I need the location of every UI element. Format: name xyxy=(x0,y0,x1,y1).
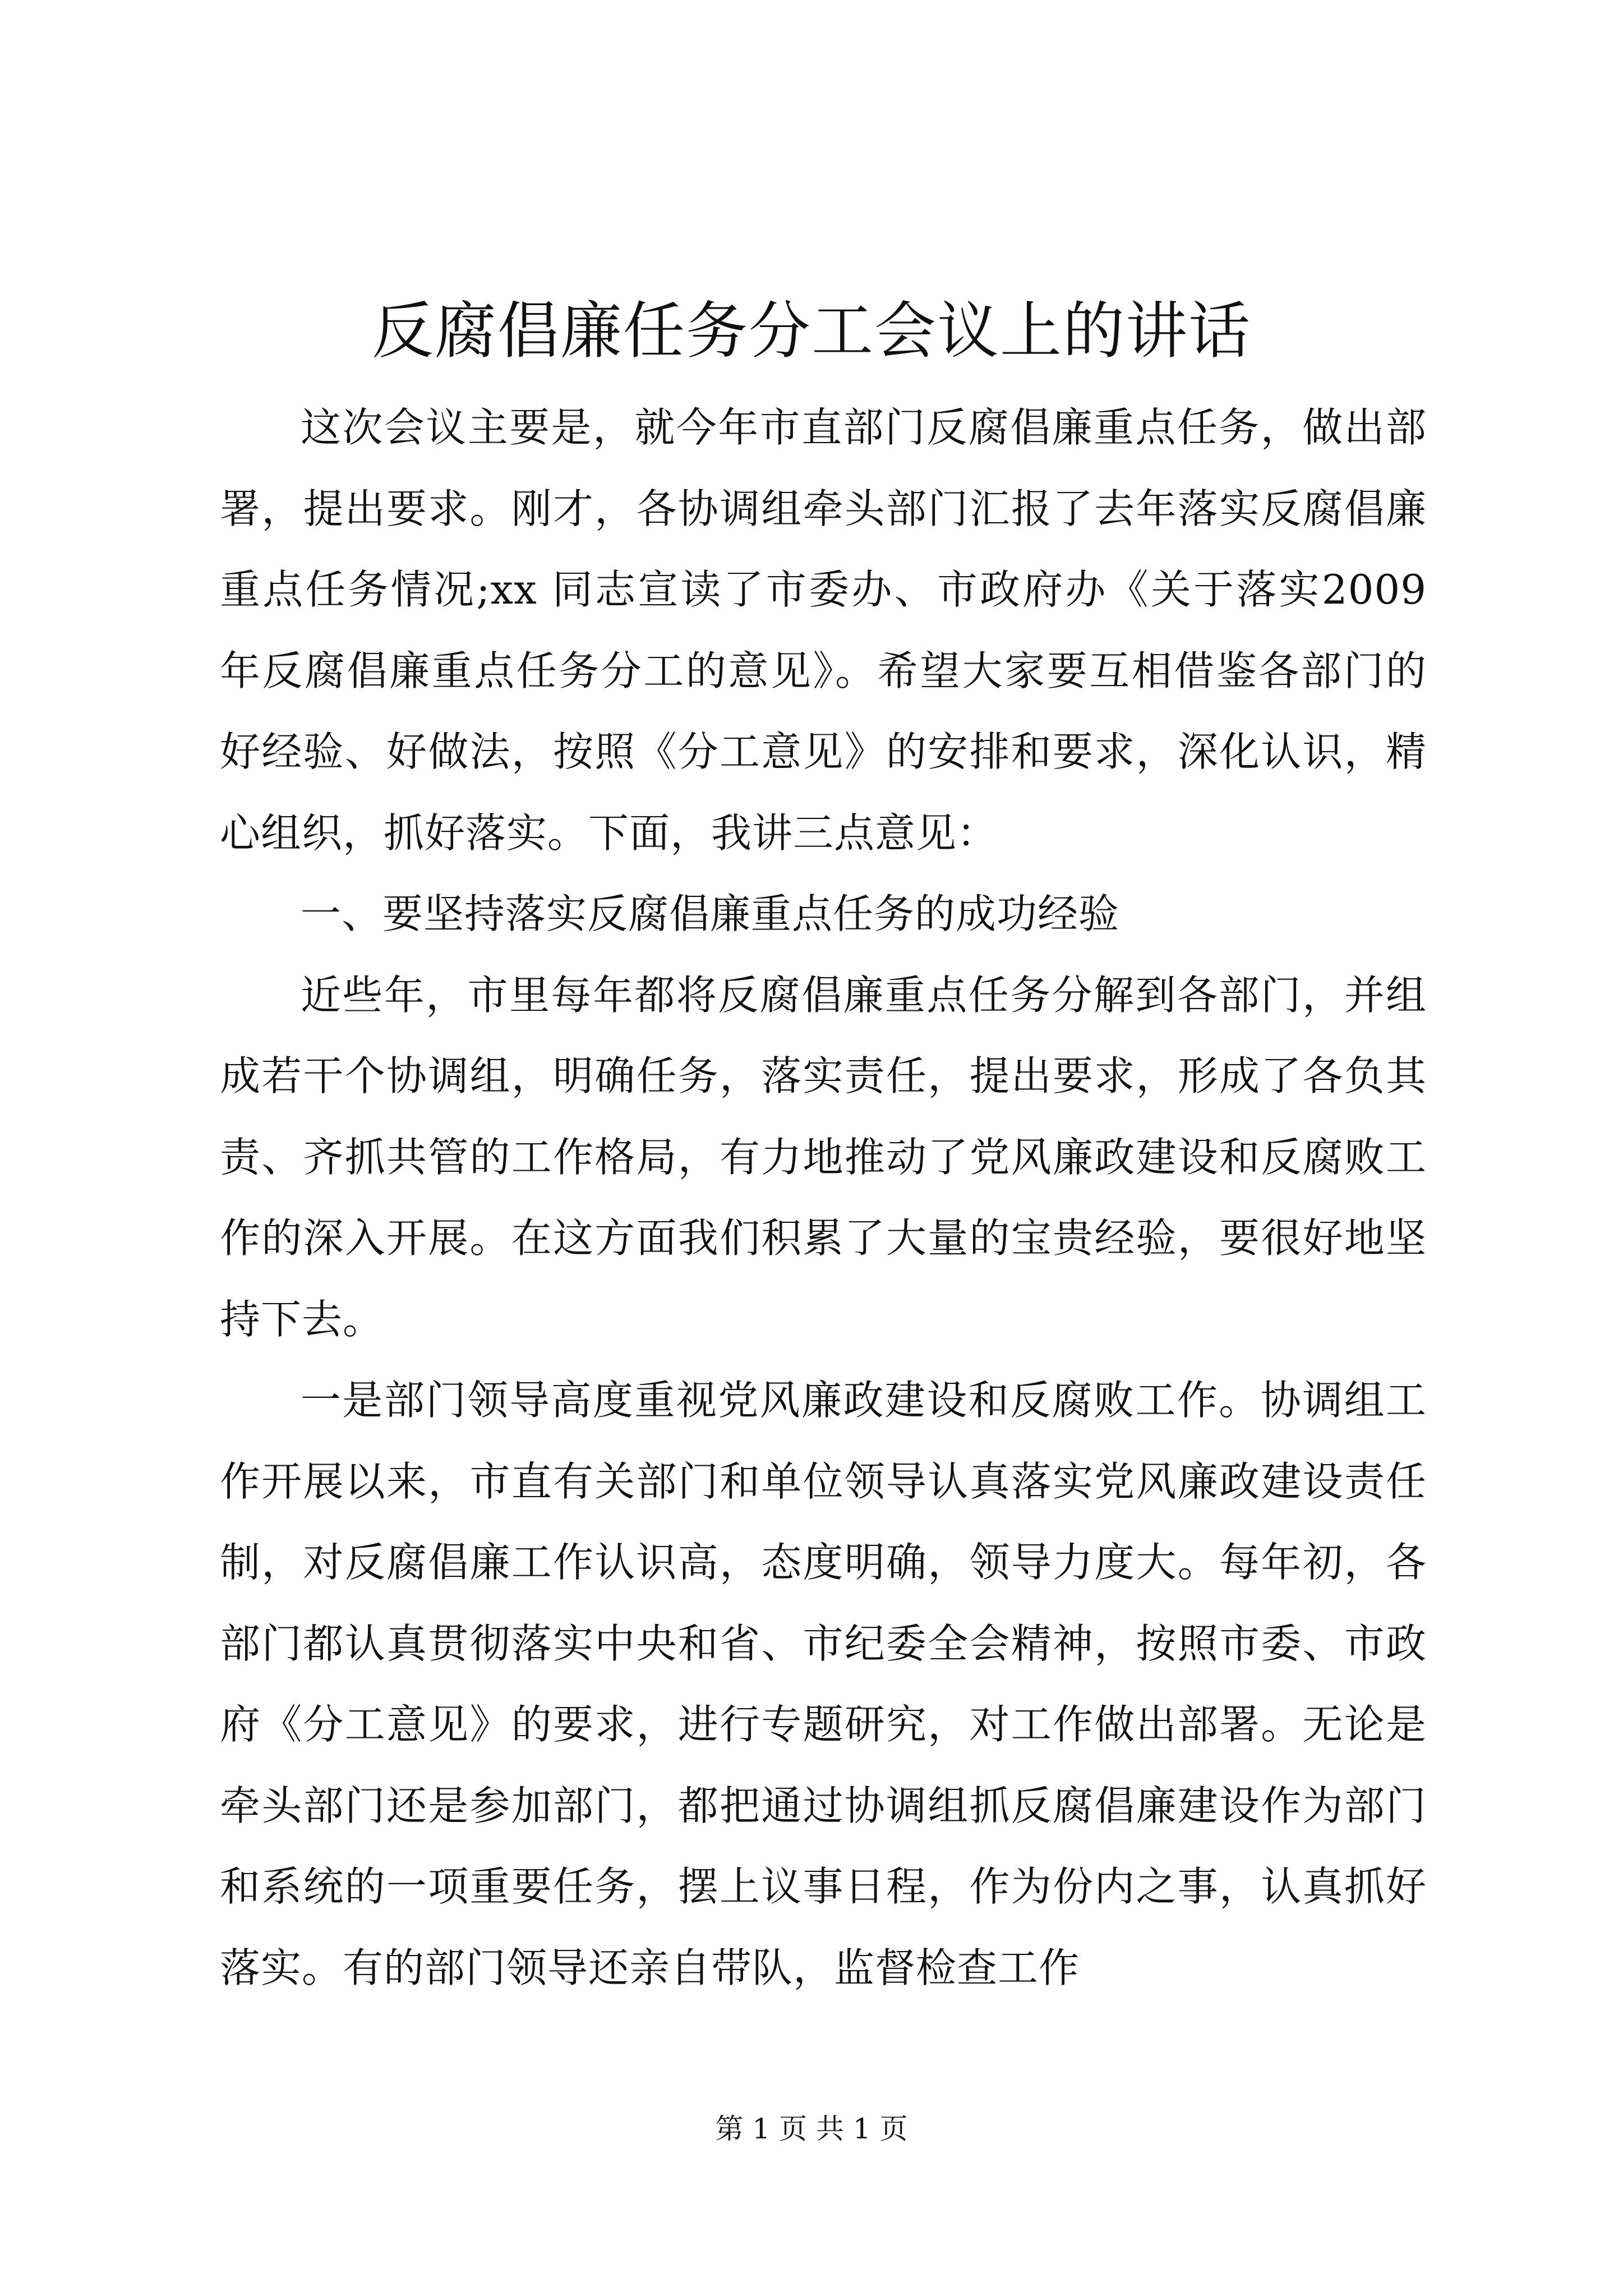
paragraph-intro: 这次会议主要是，就今年市直部门反腐倡廉重点任务，做出部署，提出要求。刚才，各协调组牵头部门汇报了去年落实反腐倡廉重点任务情况;xx 同志宣读了市委办、市政府办《关于落实2009 年反腐倡廉重点任务分工的意见》。希望大家要互相借鉴各部门的好经验、好做法，按照《分工意见》的安排和要求，深化认识，精心组织，抓好落实。下面，我讲三点意见： xyxy=(220,404,1427,857)
page-number-footer: 第 1 页 共 1 页 xyxy=(715,2113,908,2145)
paragraph-experience: 近些年，市里每年都将反腐倡廉重点任务分解到各部门，并组成若干个协调组，明确任务，落实责任，提出要求，形成了各负其责、齐抓共管的工作格局，有力地推动了党风廉政建设和反腐败工作的深入开展。在这方面我们积累了大量的宝贵经验，要很好地坚持下去。 xyxy=(220,971,1427,1343)
document-title: 反腐倡廉任务分工会议上的讲话 xyxy=(372,295,1251,367)
document-body xyxy=(220,387,1427,2008)
section-heading-1: 一、要坚持落实反腐倡廉重点任务的成功经验 xyxy=(301,890,1120,937)
paragraph-point-one: 一是部门领导高度重视党风廉政建设和反腐败工作。协调组工作开展以来，市直有关部门和单位领导认真落实党风廉政建设责任制，对反腐倡廉工作认识高，态度明确，领导力度大。每年初，各部门都认真贯彻落实中央和省、市纪委全会精神，按照市委、市政府《分工意见》的要求，进行专题研究，对工作做出部署。无论是牵头部门还是参加部门，都把通过协调组抓反腐倡廉建设作为部门和系统的一项重要任务，摆上议事日程，作为份内之事，认真抓好落实。有的部门领导还亲自带队，监督检查工作 xyxy=(220,1377,1427,1991)
